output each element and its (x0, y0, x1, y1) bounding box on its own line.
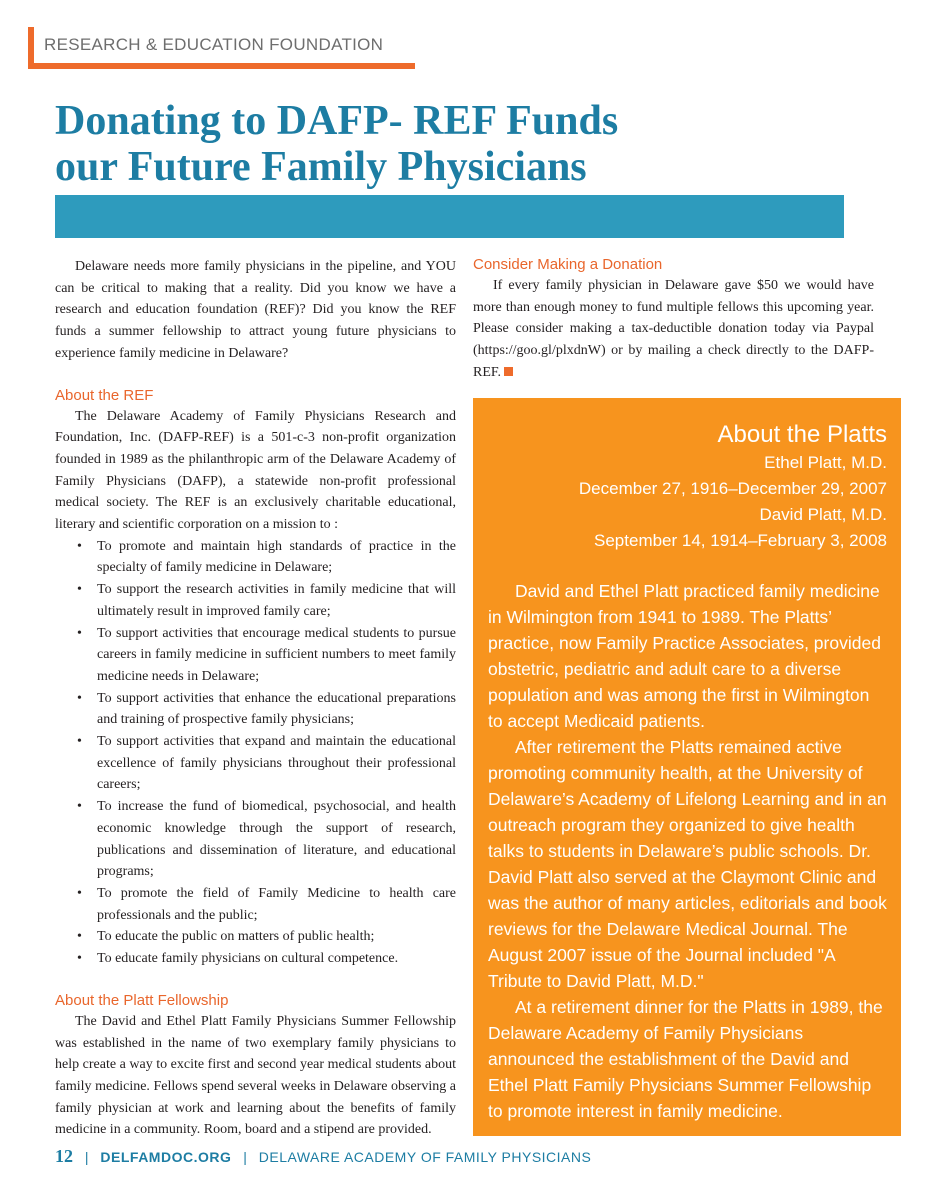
platts-paragraph-2: After retirement the Platts remained active promoting community health, at the University of Delaware’s Academy of Lifelong Learning and in an outreach program they organized to give health talks to students in Delaware’s public schools. Dr. David Platt also served at the Claymont Clinic and was the author of many articles, editorials and book reviews for the Delaware Medical Journal. The August 2007 issue of the Journal included "A Tribute to David Platt, M.D." (488, 737, 887, 991)
header-accent-bar (28, 27, 34, 67)
title-line-2: our Future Family Physicians (55, 144, 587, 190)
mission-item: • To support activities that encourage medical students to pursue careers in family medicine in sufficient numbers to meet family medicine needs in Delaware; (77, 623, 456, 688)
mission-list (77, 536, 456, 970)
page-number: 12 (55, 1146, 73, 1166)
mission-item: • To educate the public on matters of public health; (77, 926, 456, 948)
david-dates: September 14, 1914–February 3, 2008 (594, 531, 887, 550)
donation-paragraph (473, 275, 874, 384)
donation-heading: Consider Making a Donation (473, 256, 663, 273)
end-mark-icon (504, 367, 513, 376)
footer-separator: | (243, 1149, 247, 1165)
donation-section (473, 255, 874, 384)
section-label: RESEARCH & EDUCATION FOUNDATION (44, 35, 384, 54)
page-title (55, 98, 855, 190)
mission-item: • To support the research activities in family medicine that will ultimately result in improved family care; (77, 579, 456, 622)
header-underline (28, 63, 415, 69)
footer-organization: DELAWARE ACADEMY OF FAMILY PHYSICIANS (258, 1149, 592, 1165)
platts-paragraph-3: At a retirement dinner for the Platts in 1989, the Delaware Academy of Family Physicians announced the establishment of the David and Ethel Platt Family Physicians Summer Fellowship to promote interest in family medicine. (488, 997, 883, 1121)
intro-paragraph: Delaware needs more family physicians in the pipeline, and YOU can be critical to making that a reality. Did you know we have a research and education foundation (REF)? Did you know the REF funds a summer fellowship to attract young future physicians to experience family medicine in Delaware? (55, 259, 456, 361)
about-ref-paragraph: The Delaware Academy of Family Physicians Research and Foundation, Inc. (DAFP-REF) is a 501-c-3 non-profit organization founded in 1989 as the philanthropic arm of the Delaware Academy of Family Physicians (DAFP), a statewide non-profit professional medical society. The REF is an exclusively charitable educational, literary and scientific corporation on a mission to : (55, 408, 456, 533)
mission-item: • To promote and maintain high standards of practice in the specialty of family medicine in Delaware; (77, 536, 456, 579)
footer-website-link[interactable]: DELFAMDOC.ORG (100, 1149, 232, 1165)
mission-item: • To educate family physicians on cultural competence. (77, 948, 456, 970)
mission-item: • To support activities that expand and maintain the educational excellence of family physicians throughout their professional careers; (77, 731, 456, 796)
donation-text: If every family physician in Delaware gave $50 we would have more than enough money to fund multiple fellows this upcoming year. Please consider making a tax-deductible donation today via Paypal (https://goo.gl/plxdnW) or by mailing a check directly to the DAFP-REF. (473, 278, 874, 380)
mission-item: • To increase the fund of biomedical, psychosocial, and health economic knowledge through the support of research, publications and dissemination of literature, and educational programs; (77, 796, 456, 883)
ethel-dates: December 27, 1916–December 29, 2007 (578, 479, 887, 498)
mission-item: • To support activities that enhance the educational preparations and training of prospective family physicians; (77, 688, 456, 731)
fellowship-heading: About the Platt Fellowship (55, 991, 229, 1009)
fellowship-paragraph: The David and Ethel Platt Family Physicians Summer Fellowship was established in the name of two exemplary family physicians to help create a way to excite first and second year medical students about family medicine. Fellows spend several weeks in Delaware observing a family physician at work and learning about the benefits of family medicine in a community. Room, board and a stipend are provided. (55, 1013, 456, 1138)
david-name: David Platt, M.D. (759, 505, 887, 524)
about-ref-heading: About the REF (55, 386, 154, 404)
platts-paragraph-1: David and Ethel Platt practiced family medicine in Wilmington from 1941 to 1989. The Platts’ practice, now Family Practice Associates, provided obstetric, pediatric and adult care to a diverse population and was among the first in Wilmington to accept Medicaid patients. (488, 581, 881, 731)
mission-item: • To promote the field of Family Medicine to health care professionals and the public; (77, 883, 456, 926)
title-color-band (55, 195, 844, 238)
platts-title: About the Platts (717, 421, 887, 448)
footer-separator: | (84, 1149, 89, 1165)
page-footer (55, 1146, 591, 1167)
ethel-name: Ethel Platt, M.D. (764, 453, 887, 472)
platts-body (488, 578, 888, 1124)
platts-bio-dates (579, 450, 887, 554)
platts-sidebar (473, 398, 901, 1136)
title-line-1: Donating to DAFP- REF Funds (55, 98, 619, 144)
left-column (55, 256, 456, 1141)
